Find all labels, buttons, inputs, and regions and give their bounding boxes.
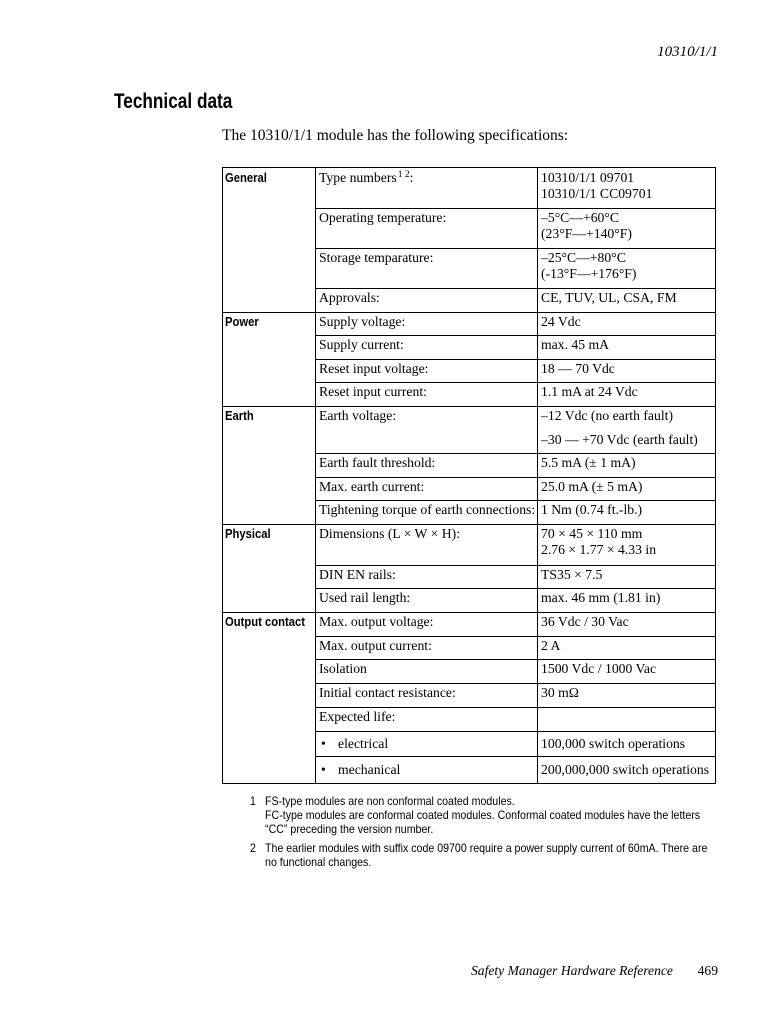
spec-parameter-colon: : [409, 170, 414, 185]
section-title: Technical data [114, 90, 233, 113]
spec-value: (-13°F—+176°F) [541, 266, 637, 281]
spec-parameter: Approvals: [319, 290, 380, 305]
spec-parameter: Storage temparature: [319, 250, 434, 265]
spec-parameter: Supply voltage: [319, 314, 406, 329]
spec-parameter-cell [315, 208, 537, 248]
spec-parameter: Earth fault threshold: [319, 455, 436, 470]
spec-parameter: Type numbers [319, 170, 397, 185]
spec-value-cell [537, 756, 715, 783]
spec-parameter-cell [315, 168, 537, 208]
spec-value-cell [537, 477, 715, 500]
spec-category-label: Physical [225, 527, 271, 541]
footnote-number: 2 [250, 841, 256, 855]
spec-value-cell [537, 612, 715, 636]
footnote-text [265, 794, 715, 836]
spec-parameter: Reset input voltage: [319, 361, 429, 376]
spec-value: 2 A [541, 638, 561, 653]
spec-value-cell [537, 208, 715, 248]
spec-parameter-cell [315, 612, 537, 636]
spec-parameter: Initial contact resistance: [319, 685, 456, 700]
spec-parameter-cell [315, 588, 537, 612]
spec-value: 2.76 × 1.77 × 4.33 in [541, 542, 657, 557]
spec-category-cell [223, 612, 315, 783]
spec-parameter: Expected life: [319, 709, 396, 724]
spec-value: 70 × 45 × 110 mm [541, 526, 643, 541]
spec-value: 10310/1/1 09701 [541, 170, 635, 185]
spec-value: –12 Vdc (no earth fault) [541, 408, 674, 423]
spec-parameter: Max. output voltage: [319, 614, 434, 629]
footnotes [250, 794, 715, 869]
spec-parameter: Reset input current: [319, 384, 427, 399]
document-number: 10310/1/1 [657, 44, 718, 60]
spec-category-label: Output contact [225, 615, 306, 629]
spec-value-cell [537, 500, 715, 524]
bullet-marker: • [321, 762, 326, 777]
spec-parameter: Supply current: [319, 337, 404, 352]
spec-parameter-cell [315, 477, 537, 500]
spec-value-cell [537, 524, 715, 565]
spec-value: 24 Vdc [541, 314, 581, 329]
spec-value-cell [537, 406, 715, 453]
spec-parameter-cell [315, 756, 537, 783]
spec-parameter: Max. output current: [319, 638, 432, 653]
spec-category-label: General [225, 171, 267, 185]
spec-parameter-cell [315, 335, 537, 359]
spec-value: 5.5 mA (± 1 mA) [541, 455, 636, 470]
footnote-text [265, 841, 715, 869]
spec-parameter-cell [315, 248, 537, 288]
spec-table [222, 167, 716, 784]
spec-value: max. 46 mm (1.81 in) [541, 590, 661, 605]
spec-parameter: electrical [338, 736, 389, 751]
spec-value-cell [537, 731, 715, 756]
spec-value: max. 45 mA [541, 337, 610, 352]
spec-value-cell [537, 659, 715, 683]
spec-parameter: Operating temperature: [319, 210, 447, 225]
spec-value: –5°C—+60°C [541, 210, 619, 225]
footnote-paragraph: FC-type modules are conformal coated modules. Conformal coated modules have the letters “CC” preceding the version number. [265, 808, 701, 836]
spec-value: (23°F—+140°F) [541, 226, 632, 241]
spec-value-cell [537, 335, 715, 359]
spec-value: 36 Vdc / 30 Vac [541, 614, 629, 629]
spec-value: 1.1 mA at 24 Vdc [541, 384, 638, 399]
spec-parameter: mechanical [338, 762, 401, 777]
spec-category-cell [223, 168, 315, 312]
footnote [250, 794, 715, 836]
spec-parameter: Isolation [319, 661, 367, 676]
spec-parameter: Tightening torque of earth connections: [319, 502, 536, 517]
spec-value-cell [537, 588, 715, 612]
spec-value-cell [537, 359, 715, 382]
footnote-paragraph: FS-type modules are non conformal coated modules. [265, 794, 515, 808]
spec-value: 100,000 switch operations [541, 736, 686, 751]
spec-category-cell [223, 406, 315, 524]
spec-value: TS35 × 7.5 [541, 567, 603, 582]
spec-category-label: Power [225, 315, 259, 329]
spec-parameter: Dimensions (L × W × H): [319, 526, 461, 541]
spec-parameter-cell [315, 524, 537, 565]
spec-value-cell [537, 453, 715, 477]
spec-value: 18 — 70 Vdc [541, 361, 615, 376]
spec-parameter-cell [315, 500, 537, 524]
book-title: Safety Manager Hardware Reference [471, 963, 673, 978]
spec-value-cell [537, 248, 715, 288]
footnote [250, 841, 715, 869]
spec-value-cell [537, 382, 715, 406]
footnote-reference: 1 2 [397, 170, 410, 180]
spec-parameter-cell [315, 382, 537, 406]
spec-value-cell [537, 683, 715, 707]
spec-value: 25.0 mA (± 5 mA) [541, 479, 643, 494]
spec-value-cell [537, 636, 715, 659]
spec-value: 10310/1/1 CC09701 [541, 186, 653, 201]
spec-parameter-cell [315, 636, 537, 659]
spec-parameter-cell [315, 453, 537, 477]
spec-value: CE, TUV, UL, CSA, FM [541, 290, 677, 305]
spec-parameter-cell [315, 731, 537, 756]
spec-parameter: Used rail length: [319, 590, 411, 605]
spec-value-cell [537, 312, 715, 335]
spec-parameter: Earth voltage: [319, 408, 397, 423]
spec-category-cell [223, 524, 315, 612]
spec-parameter-cell [315, 312, 537, 335]
spec-value-cell [537, 707, 715, 731]
spec-value-cell [537, 168, 715, 208]
spec-value: 1 Nm (0.74 ft.-lb.) [541, 502, 643, 517]
spec-value: 200,000,000 switch operations [541, 762, 710, 777]
spec-category-label: Earth [225, 409, 254, 423]
spec-parameter: DIN EN rails: [319, 567, 396, 582]
spec-value-cell [537, 565, 715, 588]
spec-parameter-cell [315, 406, 537, 453]
spec-value: –25°C—+80°C [541, 250, 626, 265]
spec-value: 30 mΩ [541, 685, 579, 700]
spec-value: 1500 Vdc / 1000 Vac [541, 661, 657, 676]
spec-parameter-cell [315, 565, 537, 588]
spec-value-cell [537, 288, 715, 312]
spec-parameter-cell [315, 359, 537, 382]
spec-parameter-cell [315, 659, 537, 683]
footnote-paragraph: The earlier modules with suffix code 09700 require a power supply current of 60mA. There are no functional changes. [265, 841, 708, 869]
spec-parameter-cell [315, 707, 537, 731]
footnote-number: 1 [250, 794, 256, 808]
spec-parameter-cell [315, 288, 537, 312]
spec-parameter: Max. earth current: [319, 479, 425, 494]
page-number: 469 [697, 963, 718, 978]
intro-text: The 10310/1/1 module has the following specifications: [222, 127, 569, 144]
spec-parameter-cell [315, 683, 537, 707]
spec-value: –30 — +70 Vdc (earth fault) [541, 432, 698, 447]
spec-category-cell [223, 312, 315, 406]
bullet-marker: • [321, 736, 326, 751]
